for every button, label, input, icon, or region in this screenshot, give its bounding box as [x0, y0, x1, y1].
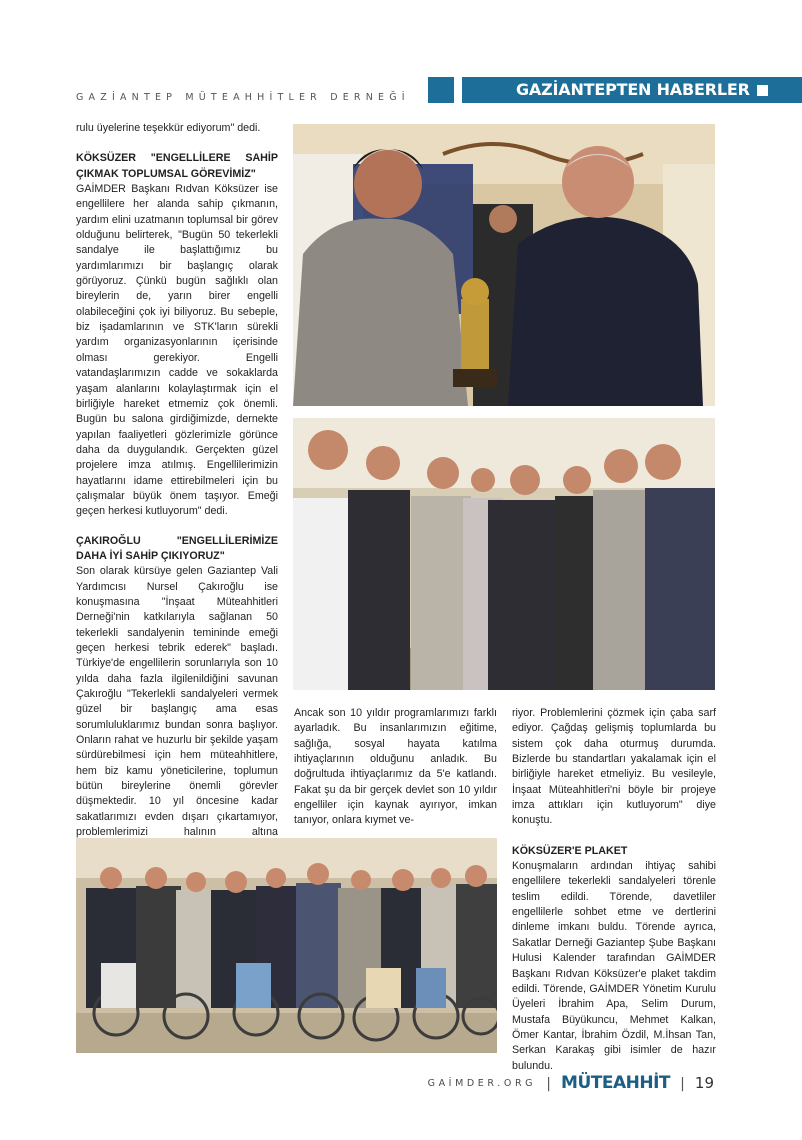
- footer: [428, 1073, 714, 1093]
- left-column: [76, 121, 278, 856]
- heading-cakiroglu-line1: ÇAKIROĞLU "ENGELLİLERİMİZE: [76, 534, 278, 547]
- lead-paragraph: rulu üyelerine teşekkür ediyorum" dedi.: [76, 122, 261, 134]
- heading-plaket: KÖKSÜZER'E PLAKET: [512, 844, 628, 857]
- masthead: GAZİANTEP MÜTEAHHİTLER DERNEĞİ: [76, 92, 410, 103]
- footer-separator-2: |: [680, 1076, 685, 1092]
- photo-group: [293, 418, 715, 690]
- photo-award-handover: [293, 124, 715, 406]
- section-title-text: GAZİANTEPTEN HABERLER: [516, 80, 750, 99]
- photo-wheelchair-recipients: [76, 838, 497, 1053]
- middle-column: [294, 706, 497, 829]
- photo-award-handover-graphic: [293, 124, 715, 406]
- right-column: [512, 706, 716, 1074]
- footer-separator: |: [546, 1076, 551, 1092]
- section-title: [462, 77, 802, 103]
- heading-koksuzer-line2: ÇIKMAK TOPLUMSAL GÖREVİMİZ": [76, 167, 256, 180]
- photo-wheelchair-recipients-graphic: [76, 838, 497, 1053]
- section-tab-marker: [428, 77, 454, 103]
- page-number: 19: [694, 1074, 714, 1092]
- footer-site[interactable]: GAİMDER.ORG: [427, 1078, 537, 1089]
- paragraph-cakiroglu: Son olarak kürsüye gelen Gaziantep Vali Yardımcısı Nursel Çakıroğlu ise konuşmasına "İnşaat Müteahhitleri Derneği'nin katkılarıyla sağlanan 50 tekerlekli sandalyenin temininde emeği geçen herkesi tebrik ederek" başladı. Türkiye'de engellilerin sorunlarıyla son 10 yılda daha fazla ilgilenildiğini savunan Çakıroğlu "Tekerlekli sandalyeleri vermek güzel bir başlangıç ama esas sorumluluklarımız bundan sonra başlıyor. Onların rahat ve huzurlu bir şekilde yaşam sürdürebilmesi için hem müteahhitlere, hem biz kamu yöneticilerine, toplumun bütün bireylerine önemli görevler düşmektedir. 10 yıl öncesine kadar sakatlarımızı evden dışarı çıkartamıyor, problemlerimizi halının altına: [76, 565, 278, 839]
- heading-cakiroglu: [76, 534, 278, 565]
- footer-brand: MÜTEAHHİT: [561, 1073, 670, 1093]
- square-icon: [757, 85, 768, 96]
- paragraph-middle: Ancak son 10 yıldır programlarımızı farklı ayarladık. Bu insanlarımızın eğitime, sağlığa, sosyal hayata katılma ihtiyaçlarının olduğunu anladık. Bu doğrultuda ihtiyaçlarımız da 5'e katlandı. Fakat şu da bir gerçek devlet son 10 yıldır engelliler için kaynak ayırıyor, imkan tanıyor, onlara kıymet ve-: [294, 707, 497, 827]
- heading-koksuzer-line1: KÖKSÜZER "ENGELLİLERE SAHİP: [76, 152, 278, 165]
- paragraph-koksuzer: GAİMDER Başkanı Rıdvan Köksüzer ise engellilere her alanda sahip çıkmanın, yardım elini uzatmanın toplumsal bir görev olduğunu belirterek, "Bugün 50 tekerlekli sandalye ile başlattığımız bu yardımlarımızı bir başlangıç olarak görüyoruz. Çünkü bugün sağlıklı olan bireylerin de, yarın birer engelli olabileceğini çok iyi biliyoruz. Bu sebeple, biz işadamlarının ve STK'ların sürekli yardım organizasyonlarının içerisinde olması gerekiyor. Engelli vatandaşlarımızın cadde ve sokaklarda yaşam alanlarını kolaylaştırmak için el birliğiyle hareket etmemiz çok önemli. Bugün bu salona girdiğimizde, dernekte yapılan faaliyetleri gözlerimizle görünce daha da duygulandık. Gerçekten güzel projelere imza atılmış. Engellilerimizin hayatlarını idame ettirebilmeleri için bu çalışmalar büyük önem taşıyor. Emeği geçen herkesi kutluyorum" dedi.: [76, 183, 278, 518]
- paragraph-right: riyor. Problemlerini çözmek için çaba sarf ediyor. Çağdaş gelişmiş toplumlarda bu sistem çok daha oturmuş durumda. Bizlerde bu standartları yakalamak için el birliğiyle hareket etmeliyiz. Bu vesileyle, İnşaat Müteahhitleri'ni böyle bir projeye imza attıkları için kutluyorum" diye konuştu.: [512, 707, 716, 827]
- heading-koksuzer: [76, 151, 278, 182]
- paragraph-plaket: Konuşmaların ardından ihtiyaç sahibi engellilere tekerlekli sandalyeleri törenle teslim edildi. Törende, davetliler engellilerle sohbet etme ve dertlerini dinleme imkanı buldu. Törende ayrıca, Sakatlar Derneği Gaziantep Şube Başkanı Hulusi Kalender tarafından GAİMDER Başkanı Rıdvan Köksüzer'e plaket takdim edildi. Törende, GAİMDER Yönetim Kurulu Üyeleri İbrahim Apa, Selim Durum, Mustafa Büyükuncu, Mehmet Kalkan, Ömer Kantar, İbrahim Özdil, M.İhsan Tan, Serkan Karakaş gibi isimler de hazır bulundu.: [512, 860, 716, 1072]
- photo-group-graphic: [293, 418, 715, 690]
- heading-cakiroglu-line2: DAHA İYİ SAHİP ÇIKIYORUZ": [76, 549, 225, 562]
